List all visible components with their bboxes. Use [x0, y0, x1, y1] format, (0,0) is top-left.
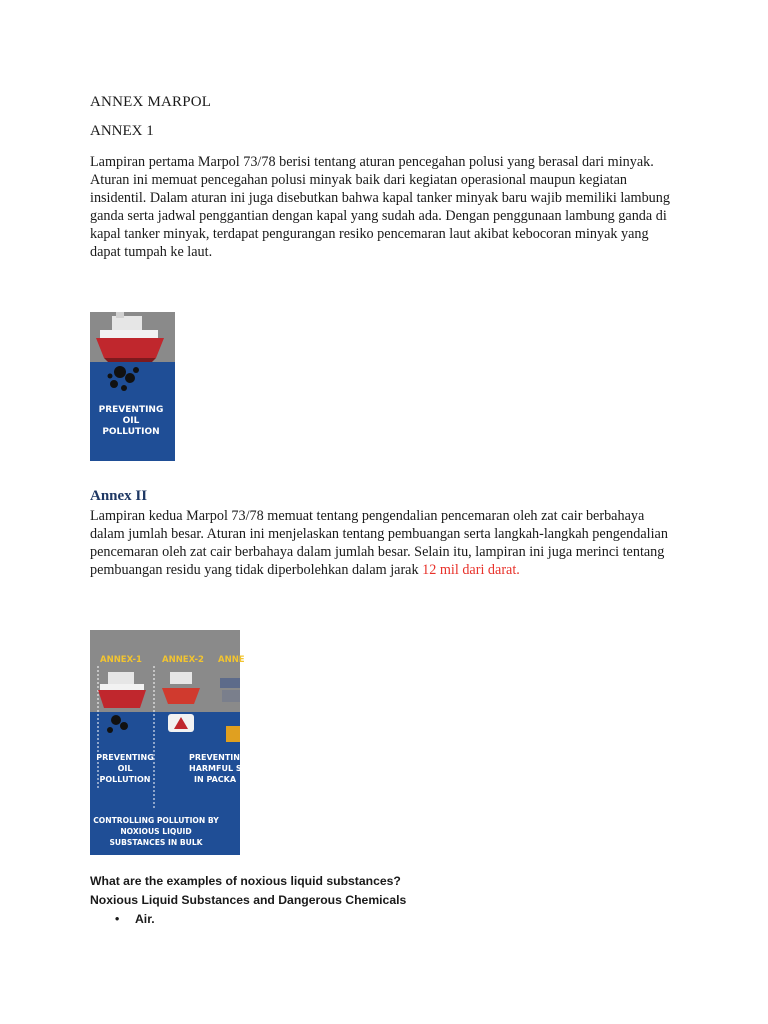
oil-pollution-image: [90, 312, 175, 461]
img2-label-annex1: ANNEX-1: [100, 655, 142, 665]
annex-comparison-image: [90, 630, 247, 855]
list-item: [115, 912, 155, 926]
img2-caption2-line3: IN PACKA: [194, 775, 237, 784]
img2-caption2-line1: PREVENTING: [189, 753, 247, 762]
annex1-paragraph: Lampiran pertama Marpol 73/78 berisi tentang aturan pencegahan polusi yang berasal dari minyak. Aturan ini memuat pencegahan polusi minyak baik dari kegiatan operasional maupun kegiatan insidentil. Dalam aturan ini juga disebutkan bahwa kapal tanker minyak baru wajib memiliki lambung ganda serta jadwal penggantian dengan kapal yang sudah ada. Dengan penggunaan lambung ganda di kapal tanker minyak, terdapat pengurangan resiko pencemaran laut akibat kebocoran minyak yang dapat tumpah ke laut.: [90, 154, 670, 260]
img2-caption2-line2: HARMFUL S: [189, 764, 242, 773]
img2-caption1-line2: OIL: [117, 764, 133, 773]
bullet-icon: •: [115, 912, 120, 926]
substances-subheading: Noxious Liquid Substances and Dangerous Chemicals: [90, 893, 407, 907]
annex2-heading: Annex II: [90, 488, 148, 504]
list-item-text: Air.: [135, 912, 155, 926]
question-line: What are the examples of noxious liquid substances?: [90, 874, 401, 888]
annex1-heading: ANNEX 1: [90, 123, 154, 139]
annex2-highlight: 12 mil dari darat.: [422, 562, 520, 578]
annex2-text: Lampiran kedua Marpol 73/78 memuat tentang pengendalian pencemaran oleh zat cair berbahaya dalam jumlah besar. Aturan ini menjelaskan tentang pembuangan serta langkah-langkah pengendalian pencemaran oleh zat cair berbahaya dalam jumlah besar. Selain itu, lampiran ini juga merinci tentang pembuangan residu yang tidak diperbolehkan dalam jarak: [90, 508, 668, 578]
img2-caption1-line1: PREVENTING: [96, 753, 154, 762]
img1-caption-line1: PREVENTING: [98, 405, 164, 415]
img2-caption3-line2: NOXIOUS LIQUID: [120, 827, 192, 836]
img1-caption-line3: POLLUTION: [102, 427, 160, 437]
img2-caption3-line1: CONTROLLING POLLUTION BY: [93, 816, 219, 825]
img1-caption-line2: OIL: [122, 416, 140, 426]
document-title: ANNEX MARPOL: [90, 94, 212, 110]
img2-caption3-line3: SUBSTANCES IN BULK: [109, 838, 203, 847]
annex2-paragraph: [90, 507, 680, 579]
img2-label-annex2: ANNEX-2: [162, 655, 204, 665]
img2-caption1-line3: POLLUTION: [99, 775, 151, 784]
img2-label-annex3: ANNE: [218, 655, 245, 665]
